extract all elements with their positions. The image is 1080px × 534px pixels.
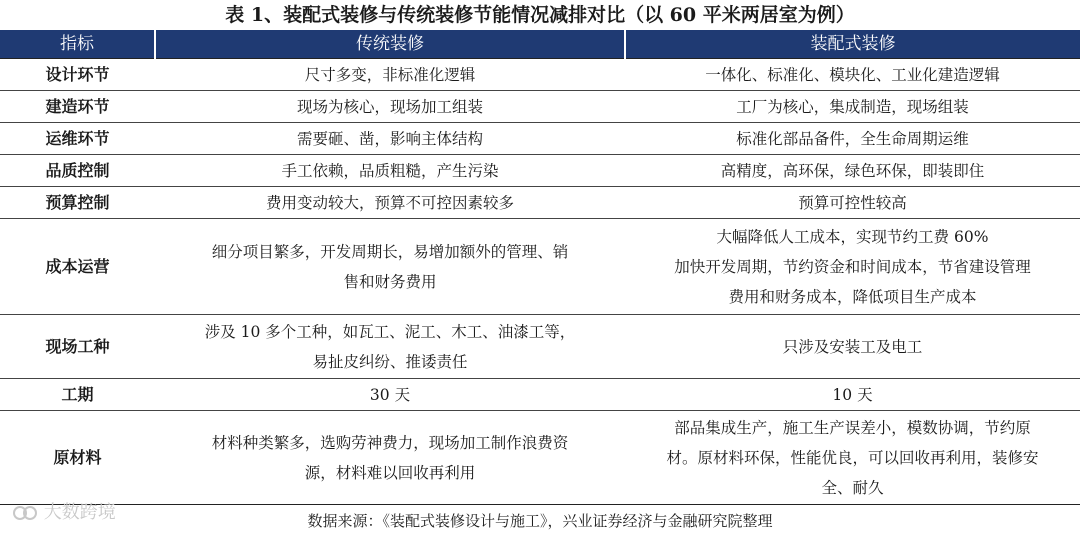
prefab-text-line: 一体化、标准化、模块化、工业化建造逻辑: [705, 65, 1000, 84]
prefab-cell: [625, 123, 1080, 155]
prefab-cell: [625, 411, 1080, 505]
traditional-cell: [155, 315, 625, 379]
prefab-text-line: 10 天: [832, 385, 873, 404]
traditional-cell: [155, 155, 625, 187]
indicator-cell: 原材料: [0, 411, 155, 505]
traditional-text-line: 手工依赖，品质粗糙，产生污染: [281, 161, 499, 180]
watermark-text: 大数跨境: [43, 502, 116, 523]
prefab-text-line: 加快开发周期，节约资金和时间成本，节省建设管理: [674, 257, 1031, 276]
traditional-cell: [155, 219, 625, 315]
indicator-cell: 成本运营: [0, 219, 155, 315]
header-traditional: 传统装修: [155, 30, 625, 59]
table-row: [0, 411, 1080, 505]
traditional-text-line: 涉及 10 多个工种，如瓦工、泥工、木工、油漆工等，: [204, 322, 576, 341]
prefab-text-line: 费用和财务成本，降低项目生产成本: [728, 287, 977, 306]
table-row: [0, 123, 1080, 155]
prefab-text-line: 部品集成生产，施工生产误差小，模数协调，节约原: [674, 418, 1031, 437]
traditional-text-line: 尺寸多变，非标准化逻辑: [304, 65, 476, 84]
indicator-cell: 建造环节: [0, 91, 155, 123]
traditional-cell: [155, 187, 625, 219]
table-row: [0, 379, 1080, 411]
indicator-cell: 运维环节: [0, 123, 155, 155]
indicator-cell: 预算控制: [0, 187, 155, 219]
prefab-cell: [625, 219, 1080, 315]
comparison-table: [0, 30, 1080, 505]
table-title: 表 1、装配式装修与传统装修节能情况减排对比（以 60 平米两居室为例）: [225, 4, 855, 26]
prefab-text-line: 工厂为核心，集成制造，现场组装: [736, 97, 969, 116]
traditional-cell: [155, 91, 625, 123]
header-prefab: 装配式装修: [625, 30, 1080, 59]
table-row: [0, 59, 1080, 91]
prefab-cell: [625, 315, 1080, 379]
prefab-cell: [625, 59, 1080, 91]
indicator-cell: 品质控制: [0, 155, 155, 187]
prefab-text-line: 预算可控性较高: [798, 193, 907, 212]
prefab-text-line: 大幅降低人工成本，实现节约工费 60%: [716, 227, 989, 246]
header-indicator: 指标: [0, 30, 155, 59]
traditional-text-line: 易扯皮纠纷、推诿责任: [312, 352, 468, 371]
traditional-text-line: 细分项目繁多，开发周期长，易增加额外的管理、销: [211, 242, 569, 261]
prefab-text-line: 高精度，高环保，绿色环保，即装即住: [720, 161, 985, 180]
prefab-text-line: 只涉及安装工及电工: [782, 337, 923, 356]
traditional-cell: [155, 59, 625, 91]
prefab-text-line: 全、耐久: [821, 478, 884, 497]
prefab-cell: [625, 379, 1080, 411]
traditional-text-line: 材料种类繁多，选购劳神费力，现场加工制作浪费资: [211, 433, 569, 452]
traditional-text-line: 30 天: [369, 385, 411, 404]
indicator-cell: 现场工种: [0, 315, 155, 379]
source-note: 数据来源：《装配式装修设计与施工》，兴业证券经济与金融研究院整理: [307, 512, 773, 530]
traditional-text-line: 现场为核心，现场加工组装: [296, 97, 483, 116]
table-row: [0, 219, 1080, 315]
traditional-text-line: 售和财务费用: [343, 272, 437, 291]
traditional-text-line: 需要砸、凿，影响主体结构: [296, 129, 483, 148]
prefab-cell: [625, 187, 1080, 219]
prefab-cell: [625, 155, 1080, 187]
traditional-cell: [155, 411, 625, 505]
table-header-row: [0, 30, 1080, 59]
prefab-cell: [625, 91, 1080, 123]
traditional-cell: [155, 379, 625, 411]
traditional-text-line: 费用变动较大，预算不可控因素较多: [265, 193, 514, 212]
traditional-text-line: 源，材料难以回收再利用: [304, 463, 476, 482]
indicator-cell: 设计环节: [0, 59, 155, 91]
prefab-text-line: 标准化部品备件，全生命周期运维: [736, 129, 969, 148]
table-row: [0, 155, 1080, 187]
table-row: [0, 91, 1080, 123]
table-row: [0, 187, 1080, 219]
indicator-cell: 工期: [0, 379, 155, 411]
prefab-text-line: 材。原材料环保，性能优良，可以回收再利用，装修安: [666, 448, 1039, 467]
traditional-cell: [155, 123, 625, 155]
table-row: [0, 315, 1080, 379]
